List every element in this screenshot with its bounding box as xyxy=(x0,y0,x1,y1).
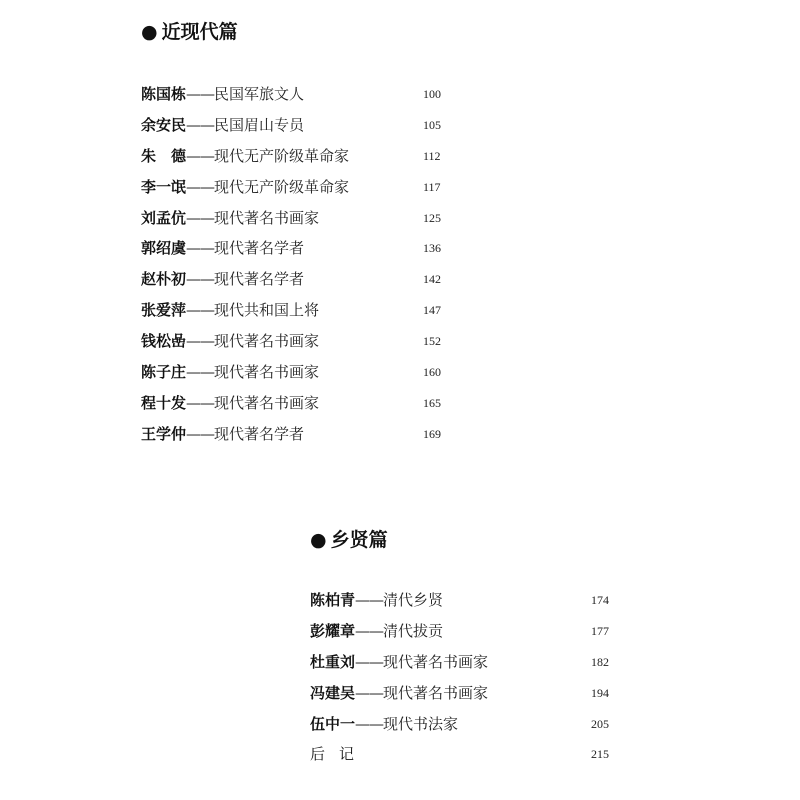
entry-dash: —— xyxy=(186,115,215,134)
entry-page: 194 xyxy=(591,685,609,700)
entry-name: 李一氓 xyxy=(141,177,187,196)
section-title xyxy=(310,528,388,552)
toc-entry[interactable] xyxy=(141,300,441,331)
entry-name: 王学仲 xyxy=(141,424,187,443)
entry-name: 伍中一 xyxy=(310,714,356,733)
entry-page: 165 xyxy=(423,395,441,410)
entry-desc: 民国军旅文人 xyxy=(214,85,305,103)
entry-dash: —— xyxy=(186,301,215,320)
entry-dash: —— xyxy=(355,683,384,702)
entry-dash: —— xyxy=(186,208,215,227)
bullet-icon: ● xyxy=(141,21,158,43)
entry-name: 朱 德 xyxy=(141,146,187,165)
entry-dash: —— xyxy=(355,591,384,609)
entry-desc: 现代著名书画家 xyxy=(214,363,320,382)
toc-entry[interactable] xyxy=(141,331,441,362)
entry-name: 程十发 xyxy=(141,393,187,412)
entry-page: 205 xyxy=(591,716,609,731)
entry-desc: 现代著名书画家 xyxy=(383,683,489,702)
toc-entry[interactable] xyxy=(141,177,441,208)
entry-desc: 现代无产阶级革命家 xyxy=(214,177,350,196)
toc-entry[interactable] xyxy=(141,424,441,455)
entry-page: 182 xyxy=(591,654,609,669)
entry-page: 136 xyxy=(423,241,441,256)
section-title xyxy=(141,20,238,44)
toc-list xyxy=(141,84,441,455)
entry-name: 陈柏青 xyxy=(310,591,356,609)
toc-entry[interactable] xyxy=(310,683,609,714)
entry-desc: 现代著名书画家 xyxy=(214,208,320,227)
entry-page: 215 xyxy=(591,747,609,762)
entry-page: 152 xyxy=(423,334,441,349)
entry-name: 郭绍虞 xyxy=(141,239,187,258)
entry-page: 112 xyxy=(423,148,441,163)
entry-page: 147 xyxy=(423,303,441,318)
toc-entry[interactable] xyxy=(141,115,441,146)
entry-name: 冯建吴 xyxy=(310,683,356,702)
entry-page: 174 xyxy=(591,593,609,607)
entry-name: 陈国栋 xyxy=(141,85,187,103)
entry-dash: —— xyxy=(186,177,215,196)
toc-entry[interactable] xyxy=(141,269,441,300)
entry-name: 后记 xyxy=(310,745,369,764)
entry-desc: 现代著名书画家 xyxy=(214,393,320,412)
entry-dash: —— xyxy=(186,363,215,382)
entry-desc: 现代著名学者 xyxy=(214,239,305,258)
entry-dash: —— xyxy=(355,621,384,640)
entry-name: 余安民 xyxy=(141,115,187,134)
toc-entry-afterword[interactable] xyxy=(310,744,609,775)
entry-desc: 现代无产阶级革命家 xyxy=(214,146,350,165)
entry-desc: 现代书法家 xyxy=(383,714,459,733)
section-title-text: 乡贤篇 xyxy=(330,529,388,551)
toc-entry[interactable] xyxy=(141,146,441,177)
toc-entry[interactable] xyxy=(310,590,609,621)
entry-dash: —— xyxy=(186,332,215,351)
toc-entry[interactable] xyxy=(141,84,441,115)
entry-desc: 民国眉山专员 xyxy=(214,115,305,134)
entry-name: 彭耀章 xyxy=(310,621,356,640)
entry-page: 117 xyxy=(423,179,441,194)
toc-entry[interactable] xyxy=(310,621,609,652)
entry-page: 169 xyxy=(423,426,441,441)
entry-dash: —— xyxy=(186,85,215,103)
entry-dash: —— xyxy=(186,146,215,165)
entry-desc: 现代著名书画家 xyxy=(383,652,489,671)
entry-desc: 现代著名书画家 xyxy=(214,332,320,351)
entry-dash: —— xyxy=(186,270,215,289)
entry-dash: —— xyxy=(355,652,384,671)
toc-entry[interactable] xyxy=(310,652,609,683)
entry-name: 张爱萍 xyxy=(141,301,187,320)
toc-list xyxy=(310,590,609,775)
toc-entry[interactable] xyxy=(310,714,609,745)
entry-page: 125 xyxy=(423,210,441,225)
entry-dash: —— xyxy=(186,239,215,258)
entry-desc: 清代拔贡 xyxy=(383,621,444,640)
entry-name: 陈子庄 xyxy=(141,363,187,382)
entry-name: 杜重刘 xyxy=(310,652,356,671)
entry-name: 钱松嵒 xyxy=(141,332,187,351)
entry-desc: 现代著名学者 xyxy=(214,424,305,443)
entry-page: 160 xyxy=(423,365,441,380)
entry-page: 177 xyxy=(591,623,609,638)
entry-name: 刘孟伉 xyxy=(141,208,187,227)
toc-entry[interactable] xyxy=(141,393,441,424)
toc-entry[interactable] xyxy=(141,208,441,239)
entry-desc: 清代乡贤 xyxy=(383,591,444,609)
toc-entry[interactable] xyxy=(141,238,441,269)
entry-name: 赵朴初 xyxy=(141,270,187,289)
entry-page: 105 xyxy=(423,117,441,132)
toc-entry[interactable] xyxy=(141,362,441,393)
entry-dash: —— xyxy=(186,424,215,443)
entry-desc: 现代共和国上将 xyxy=(214,301,320,320)
section-title-text: 近现代篇 xyxy=(161,21,238,43)
entry-dash: —— xyxy=(355,714,384,733)
entry-page: 100 xyxy=(423,87,441,101)
entry-desc: 现代著名学者 xyxy=(214,270,305,289)
entry-dash: —— xyxy=(186,393,215,412)
bullet-icon: ● xyxy=(310,529,327,551)
entry-page: 142 xyxy=(423,272,441,287)
